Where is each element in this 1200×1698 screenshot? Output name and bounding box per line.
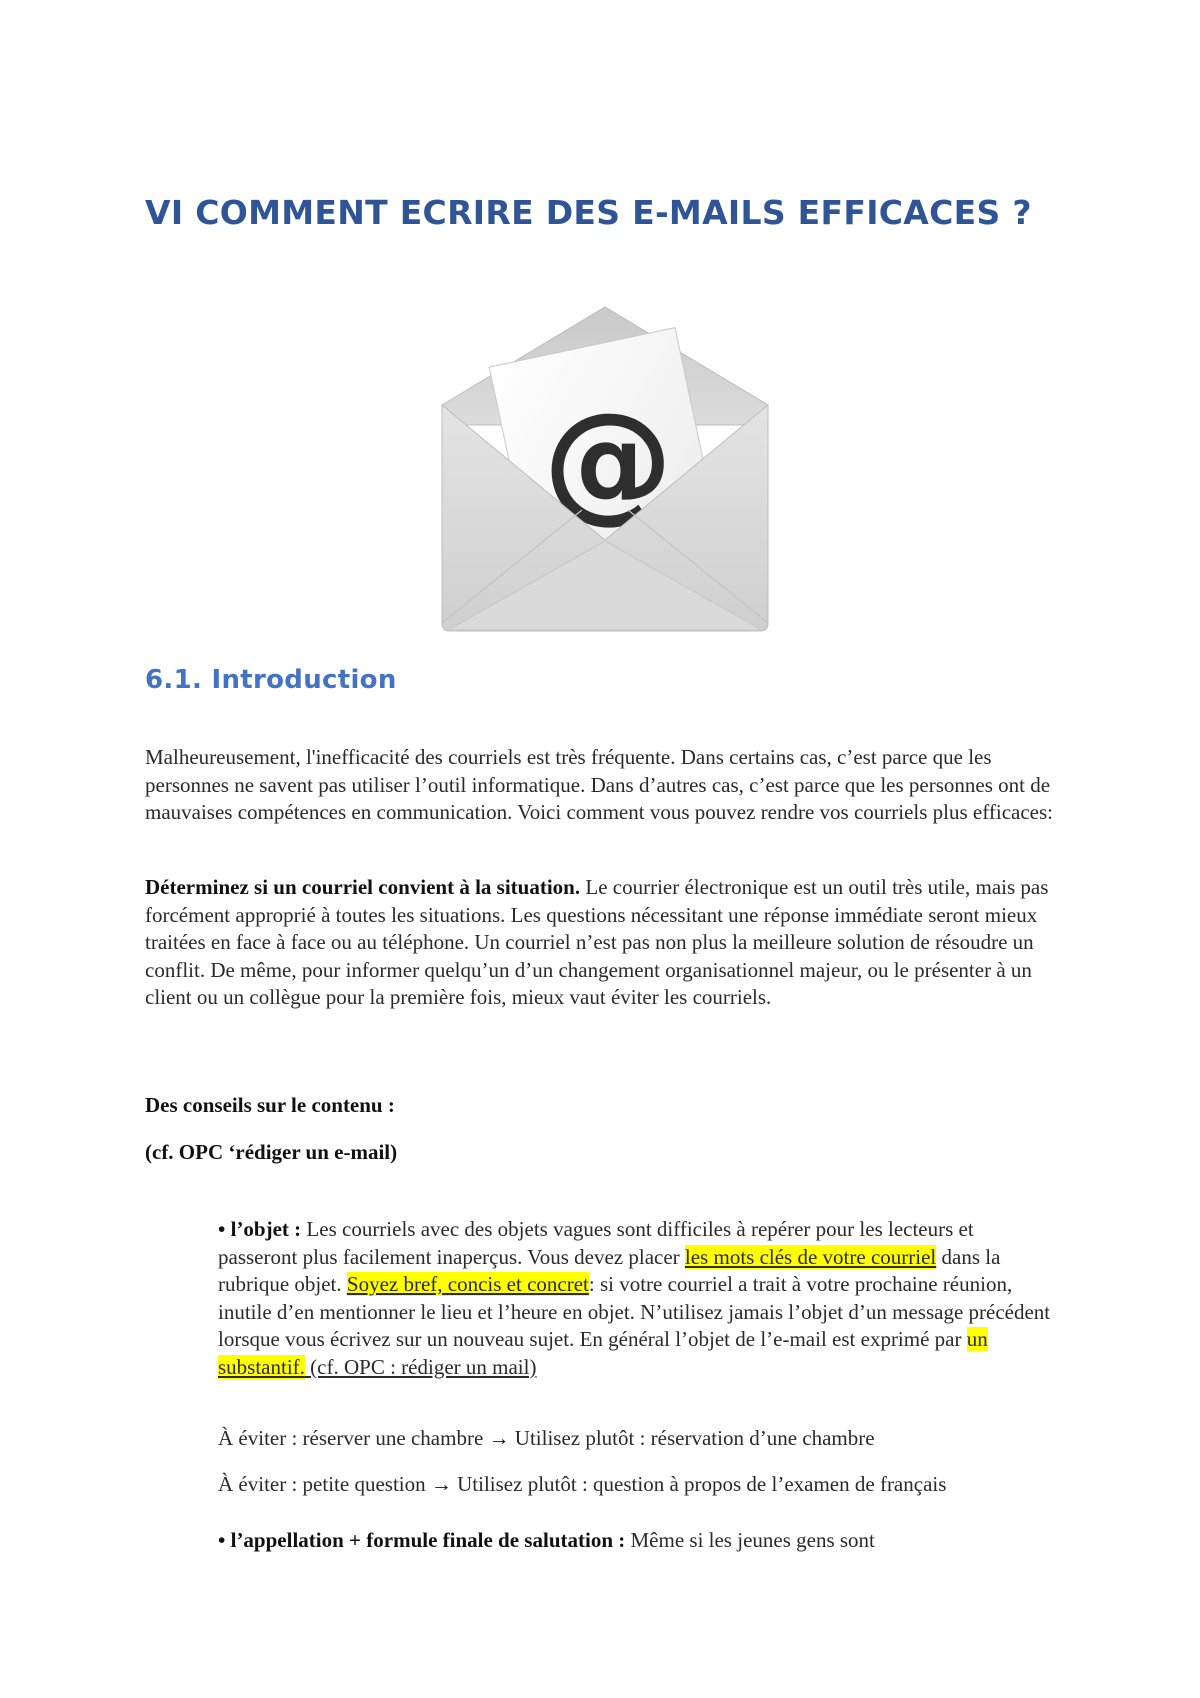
bullet-label: l’appellation + formule finale de salutation : <box>230 1528 626 1552</box>
bullet-symbol: • <box>218 1217 226 1241</box>
intro-paragraph: Malheureusement, l'inefficacité des courriels est très fréquente. Dans certains cas, c’est parce que les personnes ne savent pas utiliser l’outil informatique. Dans d’autres cas, c’est parce que les personnes ont de mauvaises compétences en communication. Voici comment vous pouvez rendre vos courriels plus efficaces: <box>145 745 1053 824</box>
advice-heading: Des conseils sur le contenu : <box>145 1093 395 1117</box>
page-title: VI COMMENT ECRIRE DES E-MAILS EFFICACES ? <box>145 193 1032 232</box>
email-envelope-icon <box>432 305 778 635</box>
highlight-substantif: substantif. <box>218 1354 305 1379</box>
example-row: À éviter : réserver une chambre → Utilisez plutôt : réservation d’une chambre <box>218 1426 875 1450</box>
opc-reference: (cf. OPC : rédiger un mail) <box>304 1354 537 1379</box>
section-heading: 6.1. Introduction <box>145 665 397 695</box>
bullet-symbol: • <box>218 1528 226 1552</box>
bullet-objet: • l’objet : Les courriels avec des objets vagues sont difficiles à repérer pour les lecteurs et passeront plus facilement inaperçus. Vous devez placer les mots clés de votre courriel dans la rubrique objet. Soyez bref, concis et concret: si votre courriel a trait à votre prochaine réunion, inutile d’en mentionner le lieu et l’heure en objet. N’utilisez jamais l’objet d’un message précédent lorsque vous écrivez sur un nouveau sujet. En général l’objet de l’e-mail est exprimé par un substantif. (cf. OPC : rédiger un mail) <box>218 1217 1051 1379</box>
determine-text: Le courrier électronique est un outil très utile, mais pas forcément approprié à toutes les situations. Les questions nécessitant une réponse immédiate seront mieux traitées en face à face ou au téléphone. Un courriel n’est pas non plus la meilleure solution de résoudre un conflit. De même, pour informer quelqu’un d’un changement organisationnel majeur, ou le présenter à un client ou un collègue pour la première fois, mieux vaut éviter les courriels. <box>145 875 1049 1009</box>
determine-lead: Déterminez si un courriel convient à la situation. <box>145 875 581 899</box>
arrow-icon: → <box>430 1472 452 1496</box>
highlight-un: un <box>966 1327 988 1351</box>
determine-paragraph <box>145 874 1070 1012</box>
example-row: À éviter : petite question → Utilisez plutôt : question à propos de l’examen de français <box>218 1472 947 1496</box>
bullet-appellation: • l’appellation + formule finale de salutation : Même si les jeunes gens sont <box>218 1528 875 1552</box>
bullet-label: l’objet : <box>230 1217 302 1241</box>
highlight-keywords: les mots clés de votre courriel <box>684 1244 937 1269</box>
advice-reference: (cf. OPC ‘rédiger un e-mail) <box>145 1140 398 1164</box>
at-symbol: @ <box>543 384 673 536</box>
arrow-icon: → <box>488 1426 510 1450</box>
highlight-brevity: Soyez bref, concis et concret <box>346 1272 589 1296</box>
